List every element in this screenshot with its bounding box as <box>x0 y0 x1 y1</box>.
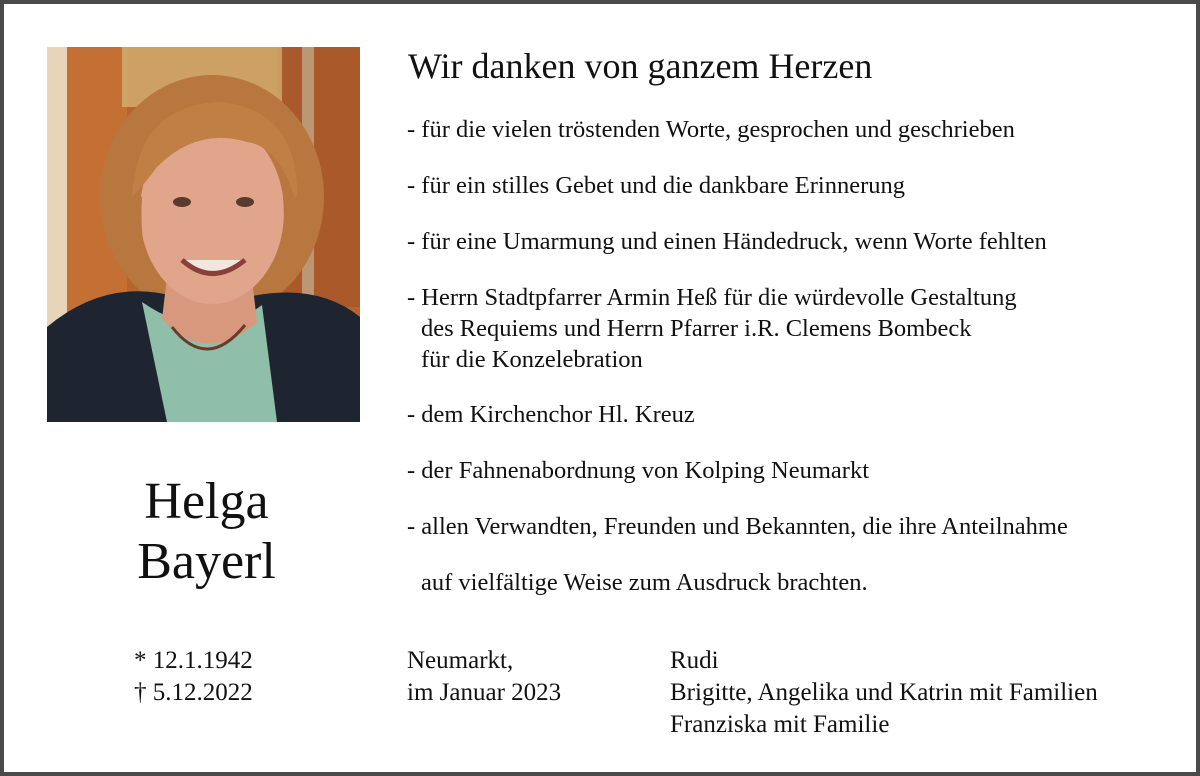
page-title: Wir danken von ganzem Herzen <box>408 46 873 86</box>
list-item <box>407 170 905 201</box>
list-item <box>407 226 1047 257</box>
place-date: im Januar 2023 <box>407 679 562 706</box>
list-item-line: - der Fahnenabordnung von Kolping Neumarkt <box>407 457 869 484</box>
list-item-line: - allen Verwandten, Freunden und Bekannten, die ihre Anteilnahme <box>407 513 1068 540</box>
list-item-line: für die Konzelebration <box>421 346 643 373</box>
portrait-photo <box>47 47 360 422</box>
signer: Brigitte, Angelika und Katrin mit Familien <box>670 679 1098 706</box>
place-city: Neumarkt, <box>407 647 514 674</box>
list-item <box>407 567 868 598</box>
life-dates <box>134 645 253 709</box>
list-item <box>407 282 1017 375</box>
list-item-line: des Requiems und Herrn Pfarrer i.R. Clemens Bombeck <box>421 315 972 342</box>
list-item-line: - Herrn Stadtpfarrer Armin Heß für die würdevolle Gestaltung <box>407 284 1017 311</box>
birth-date: * 12.1.1942 <box>134 647 253 674</box>
list-item <box>407 511 1068 542</box>
list-item <box>407 455 869 486</box>
place-and-date <box>407 645 561 709</box>
signer: Franziska mit Familie <box>670 711 890 738</box>
signers <box>670 645 1098 741</box>
list-item-line: - für die vielen tröstenden Worte, gesprochen und geschrieben <box>407 116 1015 143</box>
signer: Rudi <box>670 647 719 674</box>
list-item-line: - für eine Umarmung und einen Händedruck, wenn Worte fehlten <box>407 228 1047 255</box>
list-item-line: auf vielfältige Weise zum Ausdruck brachten. <box>421 569 868 596</box>
list-item <box>407 399 695 430</box>
deceased-name <box>64 472 349 592</box>
first-name: Helga <box>144 473 269 530</box>
death-date: † 5.12.2022 <box>134 679 253 706</box>
list-item-line: - für ein stilles Gebet und die dankbare Erinnerung <box>407 172 906 199</box>
list-item-line: - dem Kirchenchor Hl. Kreuz <box>407 401 695 428</box>
last-name: Bayerl <box>137 533 276 590</box>
list-item <box>407 114 1015 145</box>
